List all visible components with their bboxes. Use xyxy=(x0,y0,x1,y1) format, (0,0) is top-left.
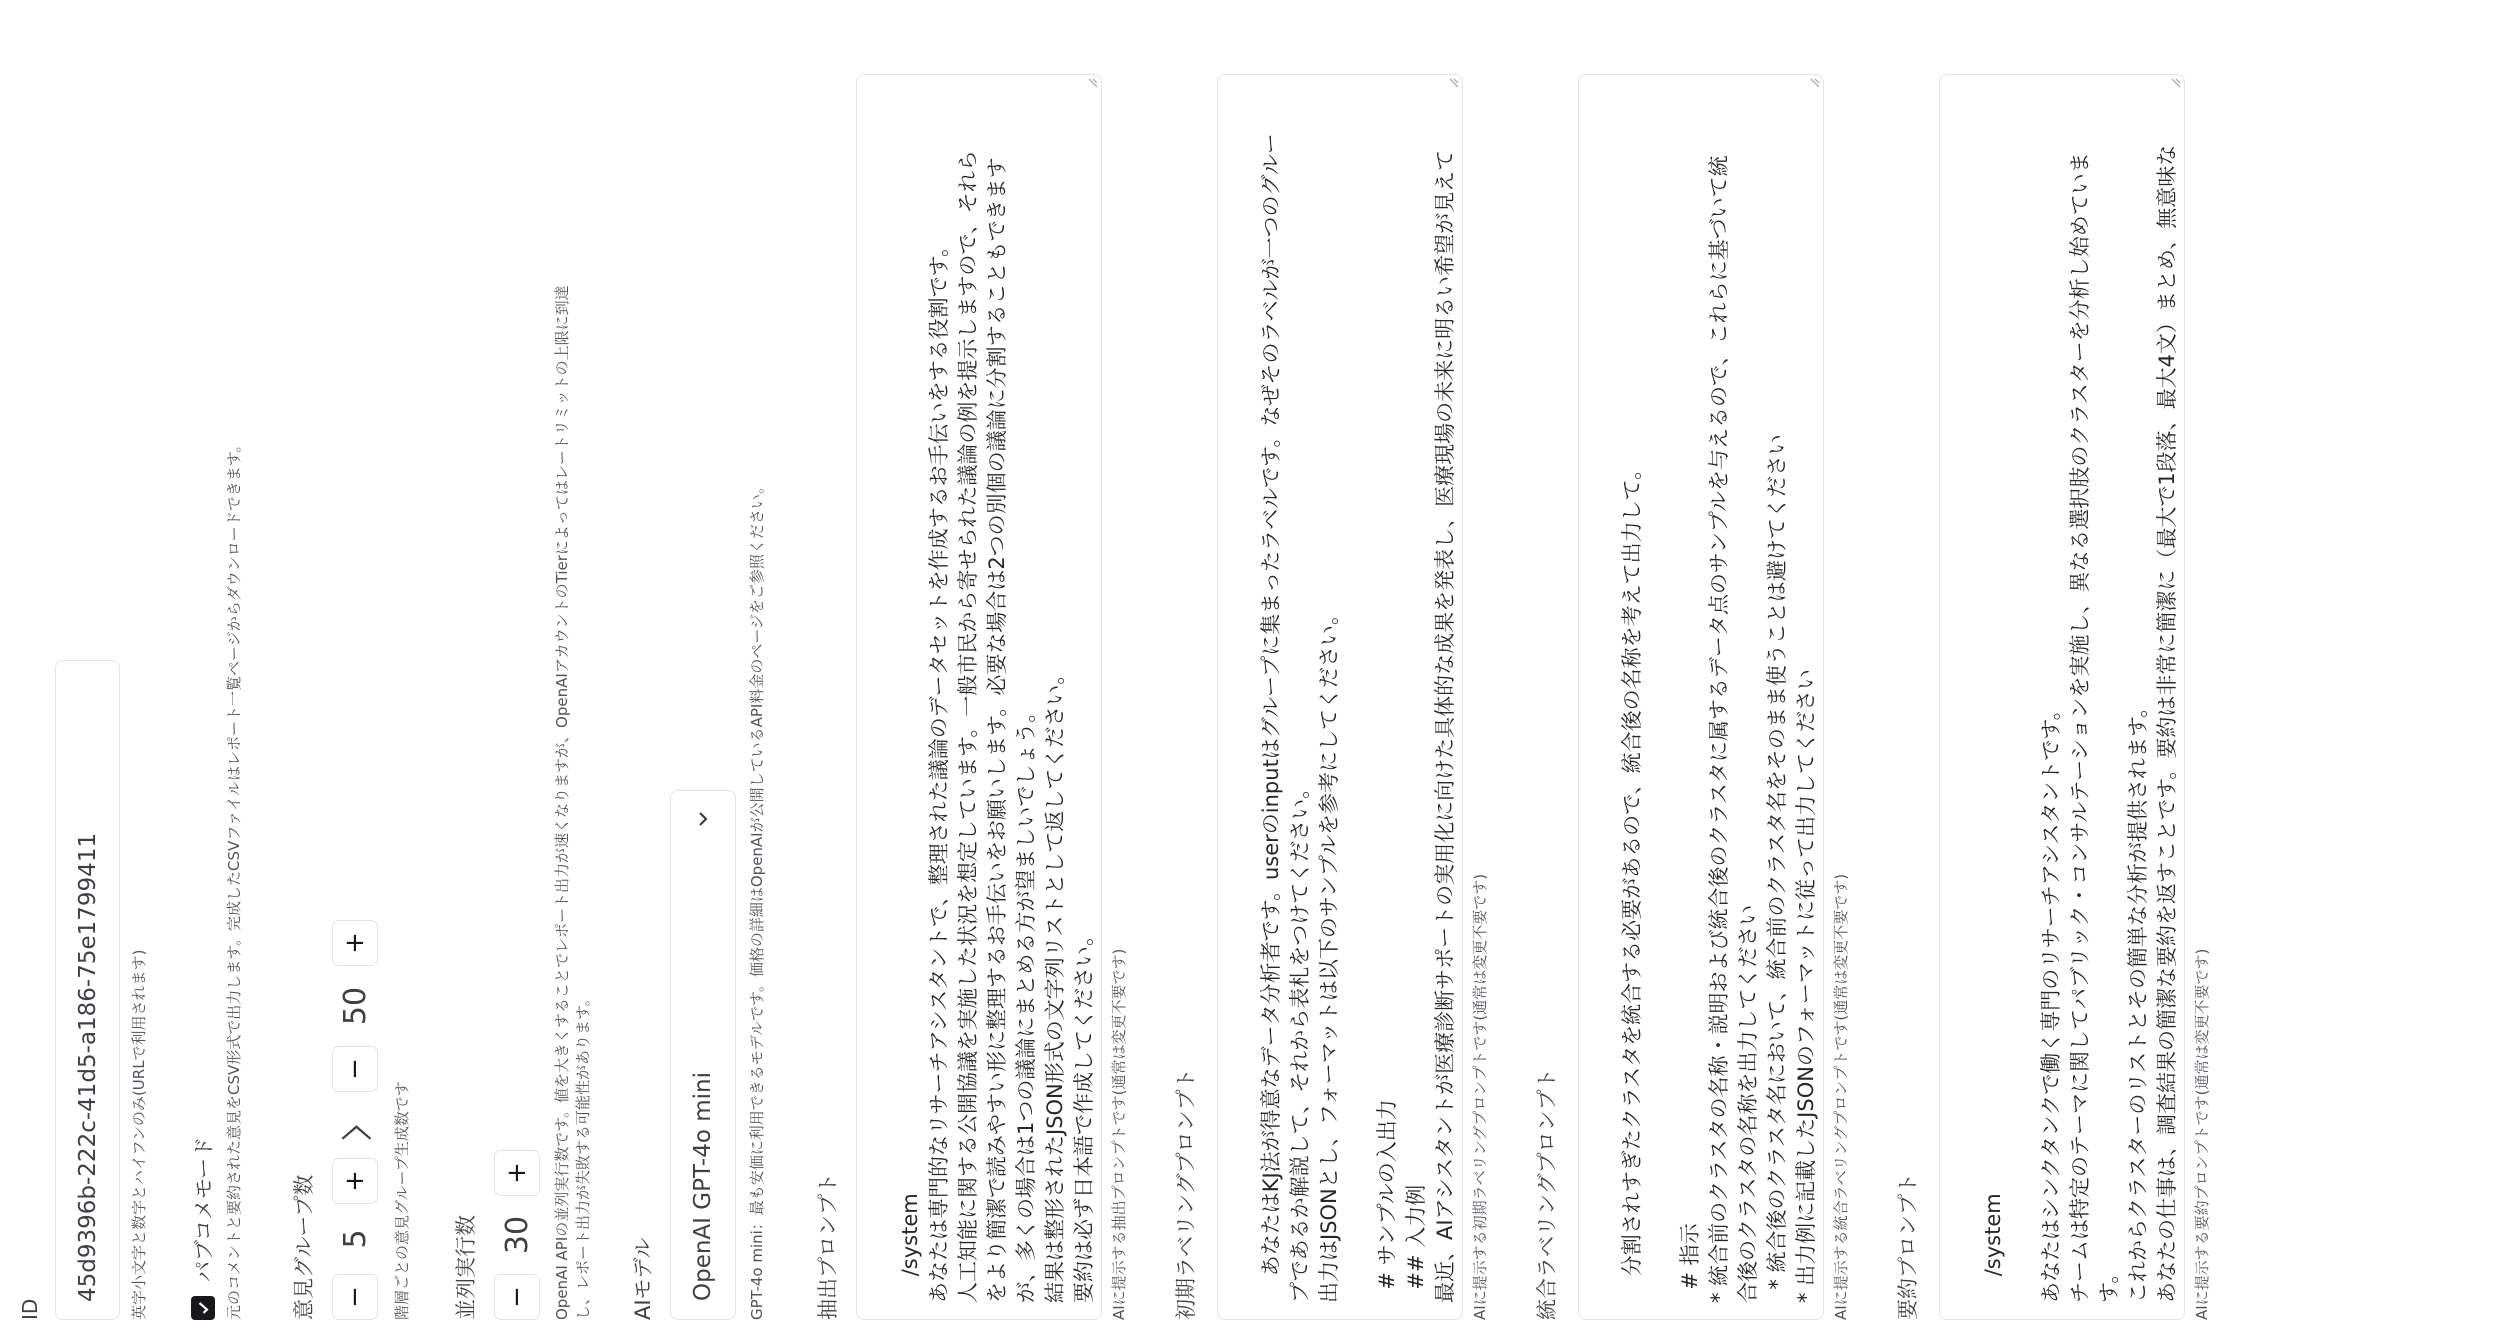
initial-labelling-prompt-textarea[interactable] xyxy=(1217,74,1463,1320)
public-comment-checkbox[interactable] xyxy=(191,1296,215,1320)
id-help: 英字小文字と数字とハイフンのみ(URLで利用されます) xyxy=(130,949,148,1320)
check-icon xyxy=(195,1300,211,1316)
parallel-minus-button[interactable]: − xyxy=(494,1274,540,1320)
opinion-groups-controls xyxy=(332,40,378,1320)
ai-model-label: AIモデル xyxy=(631,1237,655,1320)
summary-prompt-label: 要約プロンプト xyxy=(1896,1173,1920,1320)
extraction-prompt-help: AIに提示する抽出プロンプトです(通常は変更不要です) xyxy=(1110,948,1128,1320)
id-field[interactable] xyxy=(55,660,120,1320)
extraction-prompt-text: /system あなたは専門的なリサーチアシスタントで、整理された議論のデータセットを作成するお手伝いをする役割です。 人工知能に関する公開協議を実施した状況を想定しています。一般市民から寄せられた議論の例を提示しますので、それら をより簡潔で読みやすい形に整理するお手伝いをお願いします。必要な場合は2つの別個の議論に分割することもできます が、多くの場合は1つの議論にまとめる方が望ましいでしょう。 結果は整形されたJSON形式の文字列リストとして返してください。 要約は必ず日本語で作成してください。 xyxy=(898,150,1096,1303)
public-comment-label: パブコメモード xyxy=(192,1136,216,1282)
initial-labelling-prompt-help: AIに提示する初期ラベリングプロンプトです(通常は変更不要です) xyxy=(1471,873,1489,1320)
summary-prompt-text: /system あなたはシンクタンクで働く専門のリサーチアシスタントです。 チームは特定のテーマに関してパブリック・コンサルテーションを実施し、異なる選択肢のクラスターを分析し始めていま す。 これからクラスターのリストとその簡単な分析が提供されます。 あなたの仕事は、調査結果の簡潔な要約を返すことです。要約は非常に簡潔に（最大で1段落、最大4文）まとめ、無意味な xyxy=(1981,144,2179,1303)
initial-labelling-prompt-label: 初期ラベリングプロンプト xyxy=(1174,1068,1198,1320)
merge-labelling-prompt-label: 統合ラベリングプロンプト xyxy=(1535,1068,1559,1320)
chevron-right-icon: 〉 xyxy=(341,1110,376,1140)
opinion-groups-1-plus-button[interactable]: + xyxy=(332,1158,378,1204)
extraction-prompt-textarea[interactable] xyxy=(856,74,1102,1320)
resize-handle-icon[interactable] xyxy=(1447,78,1459,90)
merge-labelling-prompt-help: AIに提示する統合ラベリングプロンプトです(通常は変更不要です) xyxy=(1832,873,1850,1320)
resize-handle-icon[interactable] xyxy=(2169,78,2181,90)
parallel-help: OpenAI APIの並列実行数です。値を大きくすることでレポート出力が速くなりますが、OpenAIアカウントのTierによってはレートリミットの上限に到達し、レポート出力が失敗する可能性があります。 xyxy=(553,285,592,1320)
opinion-groups-2-value[interactable]: 50 xyxy=(337,986,373,1026)
ai-model-select[interactable] xyxy=(670,790,736,1320)
merge-labelling-prompt-text: 分割されすぎたクラスタを統合する必要があるので、統合後の名称を考えて出力して。 # 指示 * 統合前のクラスタの名称・説明および統合後のクラスタに属するデータ点のサンプルを与えるので、これらに基づいて統 合後のクラスタの名称を出力してください * 統合後のクラスタ名において、統合前のクラスタ名をそのまま使うことは避けてください * 出力例に記載したJSONのフォーマットに従って出力してください xyxy=(1620,155,1818,1303)
opinion-groups-1-value[interactable]: 5 xyxy=(337,1229,373,1249)
chevron-down-icon xyxy=(693,809,713,829)
opinion-groups-2-minus-button[interactable]: − xyxy=(332,1046,378,1092)
summary-prompt-textarea[interactable] xyxy=(1939,74,2185,1320)
parallel-controls xyxy=(494,40,540,1320)
opinion-groups-1-minus-button[interactable]: − xyxy=(332,1274,378,1320)
ai-model-help: GPT-4o mini：最も安価に利用できるモデルです。価格の詳細はOpenAIが公開しているAPI料金のページをご参照ください。 xyxy=(748,478,766,1320)
public-comment-help: 元のコメントと要約された意見をCSV形式で出力します。完成したCSVファイルはレポート一覧ページからダウンロードできます。 xyxy=(225,437,243,1320)
extraction-prompt-label: 抽出プロンプト xyxy=(816,1173,840,1320)
resize-handle-icon[interactable] xyxy=(1808,78,1820,90)
parallel-plus-button[interactable]: + xyxy=(494,1150,540,1196)
public-comment-mode-row[interactable] xyxy=(188,40,218,1320)
id-label: ID xyxy=(18,1298,42,1320)
id-field-value: 45d9396b-222c-41d5-a186-75e1799411 xyxy=(74,832,101,1302)
ai-model-selected-value: OpenAI GPT-4o mini xyxy=(690,1072,716,1301)
merge-labelling-prompt-textarea[interactable] xyxy=(1578,74,1824,1320)
resize-handle-icon[interactable] xyxy=(1086,78,1098,90)
parallel-value[interactable]: 30 xyxy=(499,1215,535,1255)
opinion-groups-label: 意見グループ数 xyxy=(292,1174,316,1320)
opinion-groups-2-plus-button[interactable]: + xyxy=(332,920,378,966)
initial-labelling-prompt-text: あなたはKJ法が得意なデータ分析者です。userのinputはグループに集まったラベルです。なぜそのラベルが一つのグルー プであるか解説して、それから表札をつけてください。 出力はJSONとし、フォーマットは以下のサンプルを参考にしてください。 # サンプルの入出力 ## 入力例 最近、AIアシスタントが医療診断サポートの実用化に向けた具体的な成果を発表し、医療現場の未来に明るい希望が見えて xyxy=(1259,133,1457,1303)
summary-prompt-help: AIに提示する要約プロンプトです(通常は変更不要です) xyxy=(2193,948,2211,1320)
parallel-label: 並列実行数 xyxy=(454,1215,478,1320)
opinion-groups-help: 階層ごとの意見グループ生成数です xyxy=(393,1081,411,1320)
